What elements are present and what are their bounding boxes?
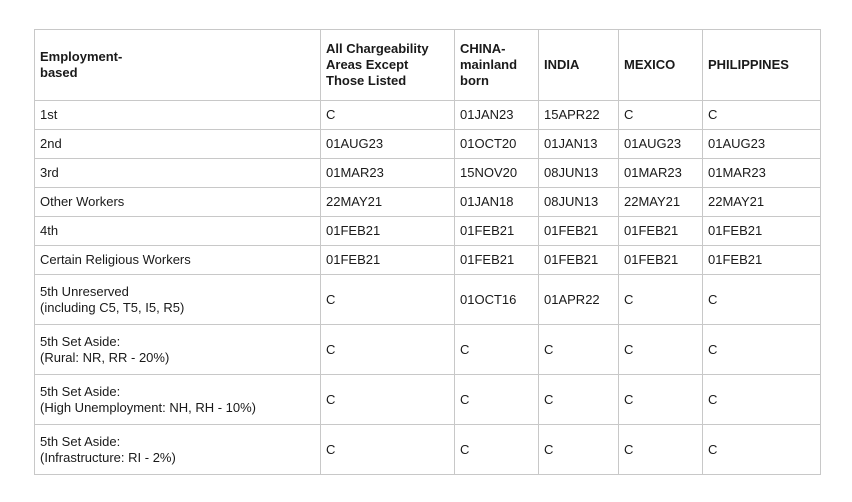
table-row	[35, 101, 821, 130]
final-action-date-cell: 01FEB21	[703, 246, 821, 275]
row-category-label: 5th Set Aside:	[40, 383, 121, 399]
final-action-date-cell: C	[619, 425, 703, 475]
table-body	[35, 101, 821, 475]
final-action-date-cell: 01FEB21	[455, 246, 539, 275]
row-category-label: Certain Religious Workers	[40, 252, 191, 267]
final-action-date-cell: C	[539, 375, 619, 425]
row-category-cell	[35, 217, 321, 246]
row-category-cell	[35, 188, 321, 217]
table-row	[35, 130, 821, 159]
table-row	[35, 188, 821, 217]
final-action-date-cell: C	[455, 425, 539, 475]
final-action-date-cell: 01MAR23	[321, 159, 455, 188]
table-row	[35, 217, 821, 246]
row-category-label: 5th Set Aside:	[40, 333, 121, 349]
final-action-date-cell: 01FEB21	[321, 217, 455, 246]
final-action-date-cell: C	[321, 101, 455, 130]
row-category-label: (Rural: NR, RR - 20%)	[40, 349, 170, 365]
row-category-cell	[35, 246, 321, 275]
final-action-date-cell: C	[703, 425, 821, 475]
final-action-date-cell: C	[455, 325, 539, 375]
row-category-label: (including C5, T5, I5, R5)	[40, 299, 185, 315]
row-category-cell	[35, 159, 321, 188]
row-category-label: 3rd	[40, 165, 59, 180]
visa-bulletin-table	[34, 29, 821, 475]
final-action-date-cell: C	[703, 275, 821, 325]
final-action-date-cell: 08JUN13	[539, 188, 619, 217]
table-row	[35, 275, 821, 325]
final-action-date-cell: 01MAR23	[703, 159, 821, 188]
row-category-label: Other Workers	[40, 194, 125, 209]
row-category-cell	[35, 130, 321, 159]
row-category-label: (Infrastructure: RI - 2%)	[40, 449, 176, 465]
final-action-date-cell: C	[619, 275, 703, 325]
final-action-date-cell: C	[321, 275, 455, 325]
header-row	[35, 30, 821, 101]
row-category-label: 2nd	[40, 136, 62, 151]
final-action-date-cell: C	[321, 375, 455, 425]
final-action-date-cell: C	[539, 325, 619, 375]
final-action-date-cell: 01JAN18	[455, 188, 539, 217]
final-action-date-cell: C	[703, 101, 821, 130]
header-employment-based: Employment- based	[35, 30, 321, 101]
final-action-date-cell: 01OCT16	[455, 275, 539, 325]
final-action-date-cell: 01MAR23	[619, 159, 703, 188]
row-category-cell	[35, 325, 321, 375]
final-action-date-cell: 01AUG23	[703, 130, 821, 159]
final-action-date-cell: 01FEB21	[455, 217, 539, 246]
row-category-label: 1st	[40, 107, 58, 122]
header-all-chargeability: All Chargeability Areas Except Those Listed	[321, 30, 455, 101]
row-category-cell	[35, 425, 321, 475]
final-action-date-cell: 01FEB21	[703, 217, 821, 246]
row-category-label: 4th	[40, 223, 59, 238]
final-action-date-cell: C	[619, 101, 703, 130]
final-action-date-cell: 01OCT20	[455, 130, 539, 159]
final-action-date-cell: 01AUG23	[321, 130, 455, 159]
header-mexico: MEXICO	[619, 30, 703, 101]
final-action-date-cell: C	[321, 425, 455, 475]
final-action-date-cell: C	[703, 325, 821, 375]
final-action-date-cell: 22MAY21	[321, 188, 455, 217]
row-category-label: (High Unemployment: NH, RH - 10%)	[40, 399, 257, 415]
row-category-cell	[35, 375, 321, 425]
final-action-date-cell: 08JUN13	[539, 159, 619, 188]
row-category-cell	[35, 101, 321, 130]
table-row	[35, 325, 821, 375]
final-action-date-cell: 01APR22	[539, 275, 619, 325]
row-category-label: 5th Unreserved	[40, 283, 129, 299]
final-action-date-cell: C	[539, 425, 619, 475]
table-row	[35, 375, 821, 425]
final-action-date-cell: 01FEB21	[321, 246, 455, 275]
final-action-date-cell: 22MAY21	[703, 188, 821, 217]
row-category-label: 5th Set Aside:	[40, 433, 121, 449]
final-action-date-cell: C	[321, 325, 455, 375]
final-action-date-cell: 01FEB21	[619, 246, 703, 275]
table-row	[35, 246, 821, 275]
final-action-date-cell: 01JAN23	[455, 101, 539, 130]
final-action-date-cell: 01AUG23	[619, 130, 703, 159]
table-header	[35, 30, 821, 101]
table-row	[35, 159, 821, 188]
final-action-date-cell: 15NOV20	[455, 159, 539, 188]
final-action-date-cell: 01FEB21	[539, 217, 619, 246]
row-category-cell	[35, 275, 321, 325]
header-china: CHINA- mainland born	[455, 30, 539, 101]
final-action-date-cell: C	[619, 325, 703, 375]
final-action-date-cell: 22MAY21	[619, 188, 703, 217]
final-action-date-cell: 01FEB21	[619, 217, 703, 246]
final-action-date-cell: 01FEB21	[539, 246, 619, 275]
header-india: INDIA	[539, 30, 619, 101]
final-action-date-cell: C	[619, 375, 703, 425]
header-philippines: PHILIPPINES	[703, 30, 821, 101]
final-action-date-cell: 01JAN13	[539, 130, 619, 159]
final-action-date-cell: 15APR22	[539, 101, 619, 130]
final-action-date-cell: C	[703, 375, 821, 425]
table-row	[35, 425, 821, 475]
final-action-date-cell: C	[455, 375, 539, 425]
